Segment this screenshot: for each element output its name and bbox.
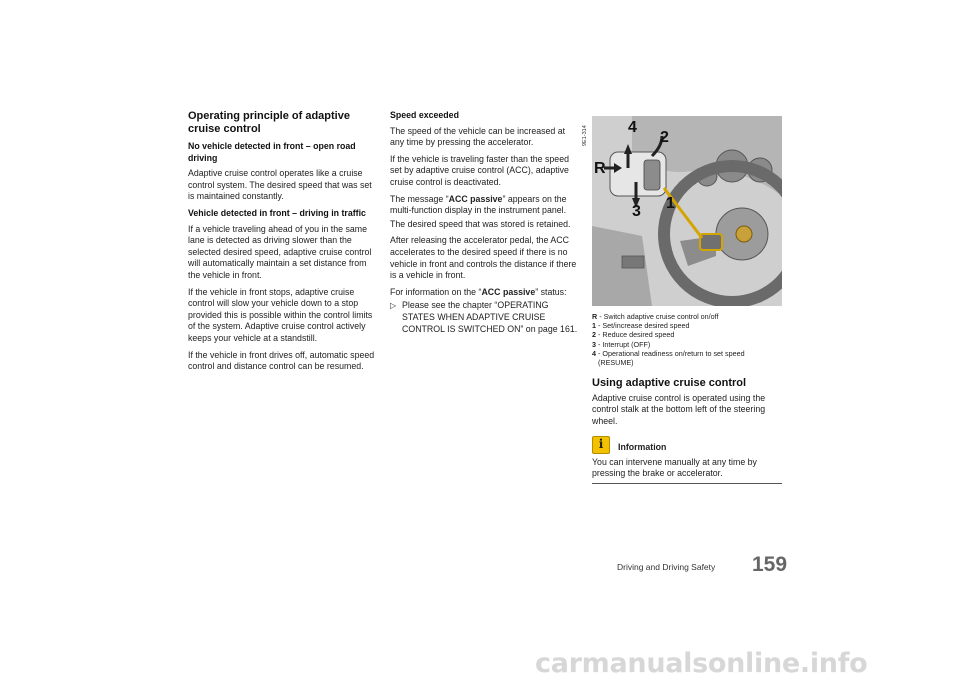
column-right <box>582 112 782 484</box>
paragraph: If the vehicle in front stops, adaptive cruise control will slow your vehicle down to a stop provided this is possible within the control limits of the system. Adaptive cruise control actively keeps your vehicle at a standstill. <box>188 286 373 343</box>
divider <box>592 483 782 484</box>
callout-3: 3 <box>632 203 641 220</box>
paragraph: Adaptive cruise control operates like a cruise control system. The desired speed that was set is maintained constantly. <box>188 168 372 202</box>
watermark: carmanualsonline.info <box>535 648 868 679</box>
arrow-icon: ▷ <box>390 301 397 311</box>
paragraph: Adaptive cruise control is operated using the control stalk at the bottom left of the steering wheel. <box>592 392 766 426</box>
subheading-traffic: Vehicle detected in front – driving in traffic <box>188 207 366 218</box>
page-number: 159 <box>752 553 788 576</box>
paragraph: If the vehicle is traveling faster than the speed set by adaptive cruise control (ACC), adaptive cruise control is deactivated. <box>390 153 569 187</box>
callout-r: R <box>594 160 606 177</box>
steering-wheel-illustration <box>582 116 782 306</box>
cross-reference-text: Please see the chapter “OPERATING STATES WHEN ADAPTIVE CRUISE CONTROL IS SWITCHED ON” on page 161. <box>402 300 578 334</box>
information-icon: i <box>592 436 610 454</box>
legend-item: 1 - Set/increase desired speed <box>592 321 690 331</box>
section-title-footer: Driving and Driving Safety <box>617 562 716 572</box>
info-text: You can intervene manually at any time by pressing the brake or accelerator. <box>592 456 757 479</box>
info-box-header <box>592 436 782 454</box>
legend-item: 4 - Operational readiness on/return to set speed (RESUME) <box>592 348 745 368</box>
subheading-open-road: No vehicle detected in front – open road driving <box>188 141 356 163</box>
column-left <box>188 110 378 378</box>
figure-legend <box>592 312 782 367</box>
paragraph: The message “ACC passive” appears on the multi-function display in the instrument panel. <box>390 193 567 216</box>
figure-id: 9E1-314 <box>582 125 588 146</box>
paragraph: For information on the “ACC passive” status: <box>390 286 567 297</box>
section-heading: Operating principle of adaptive cruise control <box>188 110 350 135</box>
legend-item: 2 - Reduce desired speed <box>592 330 675 340</box>
legend-item: 3 - Interrupt (OFF) <box>592 339 651 349</box>
paragraph: If the vehicle in front drives off, automatic speed control and distance control can be resumed. <box>188 349 375 372</box>
cross-reference <box>390 300 580 335</box>
acc-passive-text: ACC passive <box>481 286 536 297</box>
callout-4: 4 <box>628 119 637 136</box>
paragraph: The speed of the vehicle can be increased at any time by pressing the accelerator. <box>390 125 566 148</box>
paragraph: After releasing the accelerator pedal, the ACC accelerates to the desired speed if there is no vehicle in front and controls the distance if there is a vehicle in front. <box>390 235 577 281</box>
acc-passive-text: ACC passive <box>448 193 503 204</box>
steering-wheel-drawing <box>592 116 782 306</box>
section-heading-using: Using adaptive cruise control <box>592 377 747 390</box>
column-middle <box>390 110 580 339</box>
subheading-speed-exceeded: Speed exceeded <box>390 110 459 120</box>
callout-2: 2 <box>660 129 669 146</box>
legend-item: R - Switch adaptive cruise control on/off <box>592 312 719 321</box>
paragraph: If a vehicle traveling ahead of you in the same lane is detected as driving slower than the selected desired speed, adaptive cruise control will automatically maintain a set distance from the vehicle in front. <box>188 223 372 280</box>
info-label: Information <box>618 441 667 452</box>
paragraph: The desired speed that was stored is retained. <box>390 218 571 229</box>
callout-1: 1 <box>666 195 675 212</box>
